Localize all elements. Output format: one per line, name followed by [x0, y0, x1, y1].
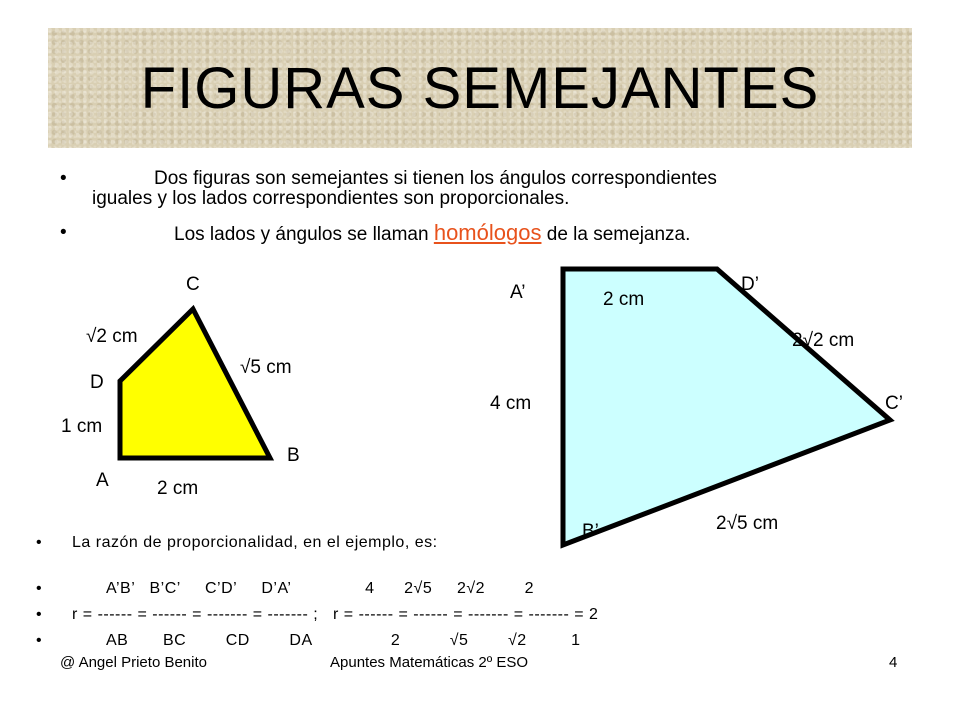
bullet-marker: • [36, 534, 43, 551]
small-vertex-a: A [96, 470, 109, 491]
small-vertex-d: D [90, 372, 104, 393]
small-quadrilateral [120, 309, 270, 458]
definition-line-1: Dos figuras son semejantes si tienen los ángulos correspondientes [154, 168, 717, 189]
small-vertex-b: B [287, 445, 300, 466]
bullet-marker: • [36, 632, 43, 649]
large-vertex-a: A’ [510, 282, 526, 303]
definition-line-2: iguales y los lados correspondientes son proporcionales. [92, 188, 570, 209]
large-side-ad: 2 cm [603, 289, 645, 310]
small-side-cd: √2 cm [86, 326, 138, 347]
small-side-bc: √5 cm [240, 357, 292, 378]
ratio-equation: r = ------ = ------ = ------- = ------- ; r = ------ = ------ = ------- = ------- = 2 [72, 606, 599, 623]
large-vertex-c: C’ [885, 393, 903, 414]
footer-author: @ Angel Prieto Benito [60, 654, 207, 671]
homologos-text-after: de la semejanza. [541, 224, 691, 245]
small-side-da: 1 cm [61, 416, 103, 437]
large-side-bc: 2√5 cm [716, 513, 779, 534]
small-side-ab: 2 cm [157, 478, 199, 499]
ratio-numerators: A’B’ B’C’ C’D’ D’A’ 4 2√5 2√2 2 [106, 580, 534, 597]
bullet-marker: • [36, 580, 43, 597]
large-side-ab: 4 cm [490, 393, 532, 414]
bullet-marker: • [36, 606, 43, 623]
footer-course: Apuntes Matemáticas 2º ESO [330, 654, 529, 671]
ratio-intro-text: La razón de proporcionalidad, en el ejemplo, es: [72, 534, 438, 551]
small-vertex-c: C [186, 274, 200, 295]
homologos-link[interactable]: homólogos [433, 220, 542, 245]
large-vertex-d: D’ [741, 274, 759, 295]
bullet-marker: • [60, 168, 67, 189]
bullet-marker: • [60, 222, 67, 243]
large-side-dc: 2√2 cm [792, 330, 855, 351]
large-vertex-b: B’ [582, 521, 599, 542]
page-title: FIGURAS SEMEJANTES [140, 55, 820, 121]
homologos-text-before: Los lados y ángulos se llaman [174, 224, 434, 245]
ratio-denominators: AB BC CD DA 2 √5 √2 1 [106, 632, 581, 649]
footer-page-number: 4 [889, 654, 898, 671]
